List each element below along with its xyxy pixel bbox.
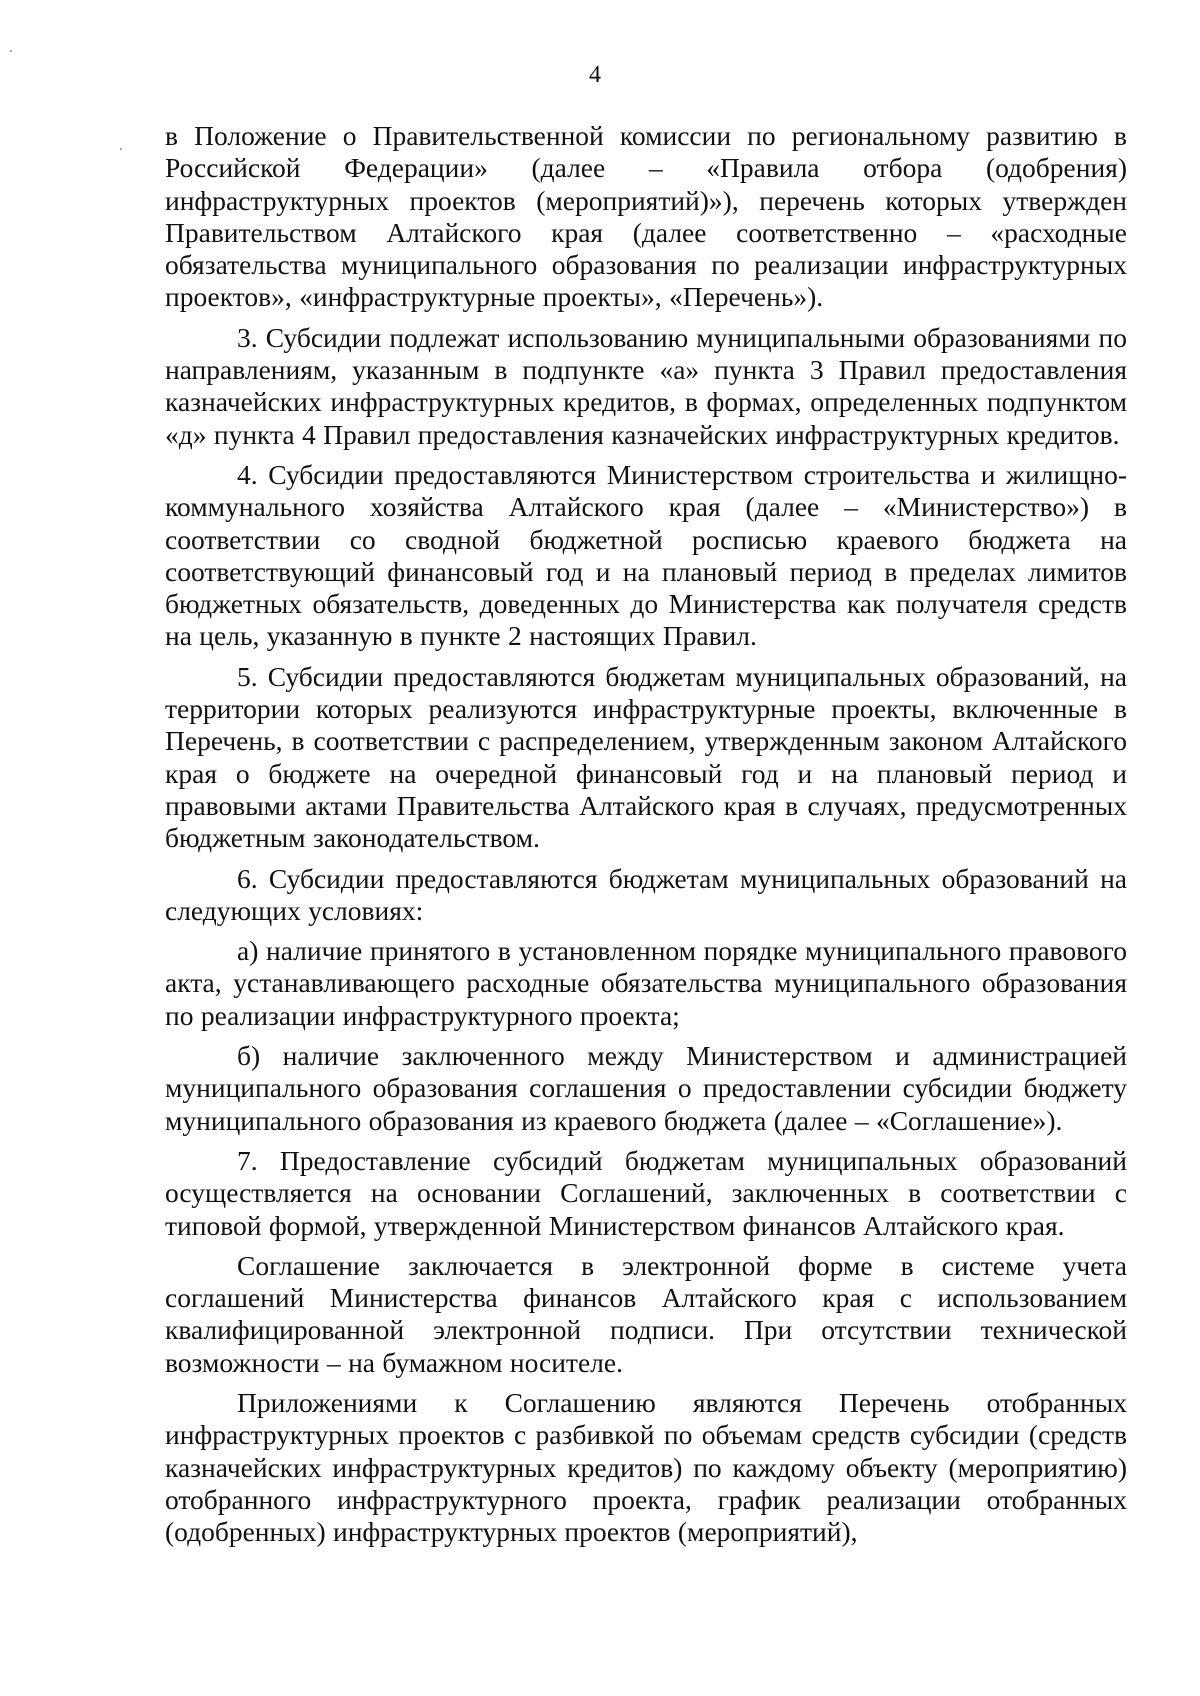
paragraph-item-4: 4. Субсидии предоставляются Министерством строительства и жилищно-коммунального хозяйства Алтайского края (далее – «Министерство») в соответствии со сводной бюджетной росписью краевого бюджета на соответствующий финансовый год и на плановый период в пределах лимитов бюджетных обязательств, доведенных до Министерства как получателя средств на цель, указанную в пункте 2 настоящих Правил. — [165, 458, 1127, 652]
scan-speck — [10, 50, 12, 52]
paragraph-agreement-appendices: Приложениями к Соглашению являются Перечень отобранных инфраструктурных проектов с разбивкой по объемам средств субсидии (средств казначейских инфраструктурных кредитов) по каждому объекту (мероприятию) отобранного инфраструктурного проекта, график реализации отобранных (одобренных) инфраструктурных проектов (мероприятий), — [165, 1386, 1127, 1548]
document-body — [165, 120, 1127, 1556]
paragraph-subitem-a: а) наличие принятого в установленном порядке муниципального правового акта, устанавливающего расходные обязательства муниципального образования по реализации инфраструктурного проекта; — [165, 935, 1127, 1031]
paragraph-item-3: 3. Субсидии подлежат использованию муниципальными образованиями по направлениям, указанным в подпункте «а» пункта 3 Правил предоставления казначейских инфраструктурных кредитов, в формах, определенных подпунктом «д» пункта 4 Правил предоставления казначейских инфраструктурных кредитов. — [165, 321, 1127, 450]
paragraph-agreement-form: Соглашение заключается в электронной форме в системе учета соглашений Министерства финансов Алтайского края с использованием квалифицированной электронной подписи. При отсутствии технической возможности – на бумажном носителе. — [165, 1249, 1127, 1378]
paragraph-item-7: 7. Предоставление субсидий бюджетам муниципальных образований осуществляется на основании Соглашений, заключенных в соответствии с типовой формой, утвержденной Министерством финансов Алтайского края. — [165, 1144, 1127, 1241]
paragraph-item-6: 6. Субсидии предоставляются бюджетам муниципальных образований на следующих условиях: — [165, 862, 1127, 926]
page-number: 4 — [589, 62, 601, 88]
scan-speck — [120, 148, 122, 150]
paragraph-subitem-b: б) наличие заключенного между Министерством и администрацией муниципального образования соглашения о предоставлении субсидии бюджету муниципального образования из краевого бюджета (далее – «Соглашение»). — [165, 1040, 1127, 1136]
paragraph-continuation: в Положение о Правительственной комиссии по региональному развитию в Российской Федерации» (далее – «Правила отбора (одобрения) инфраструктурных проектов (мероприятий)»), перечень которых утвержден Правительством Алтайского края (далее соответственно – «расходные обязательства муниципального образования по реализации инфраструктурных проектов», «инфраструктурные проекты», «Перечень»). — [165, 120, 1127, 313]
paragraph-item-5: 5. Субсидии предоставляются бюджетам муниципальных образований, на территории которых реализуются инфраструктурные проекты, включенные в Перечень, в соответствии с распределением, утвержденным законом Алтайского края о бюджете на очередной финансовый год и на плановый период и правовыми актами Правительства Алтайского края в случаях, предусмотренных бюджетным законодательством. — [165, 660, 1127, 854]
